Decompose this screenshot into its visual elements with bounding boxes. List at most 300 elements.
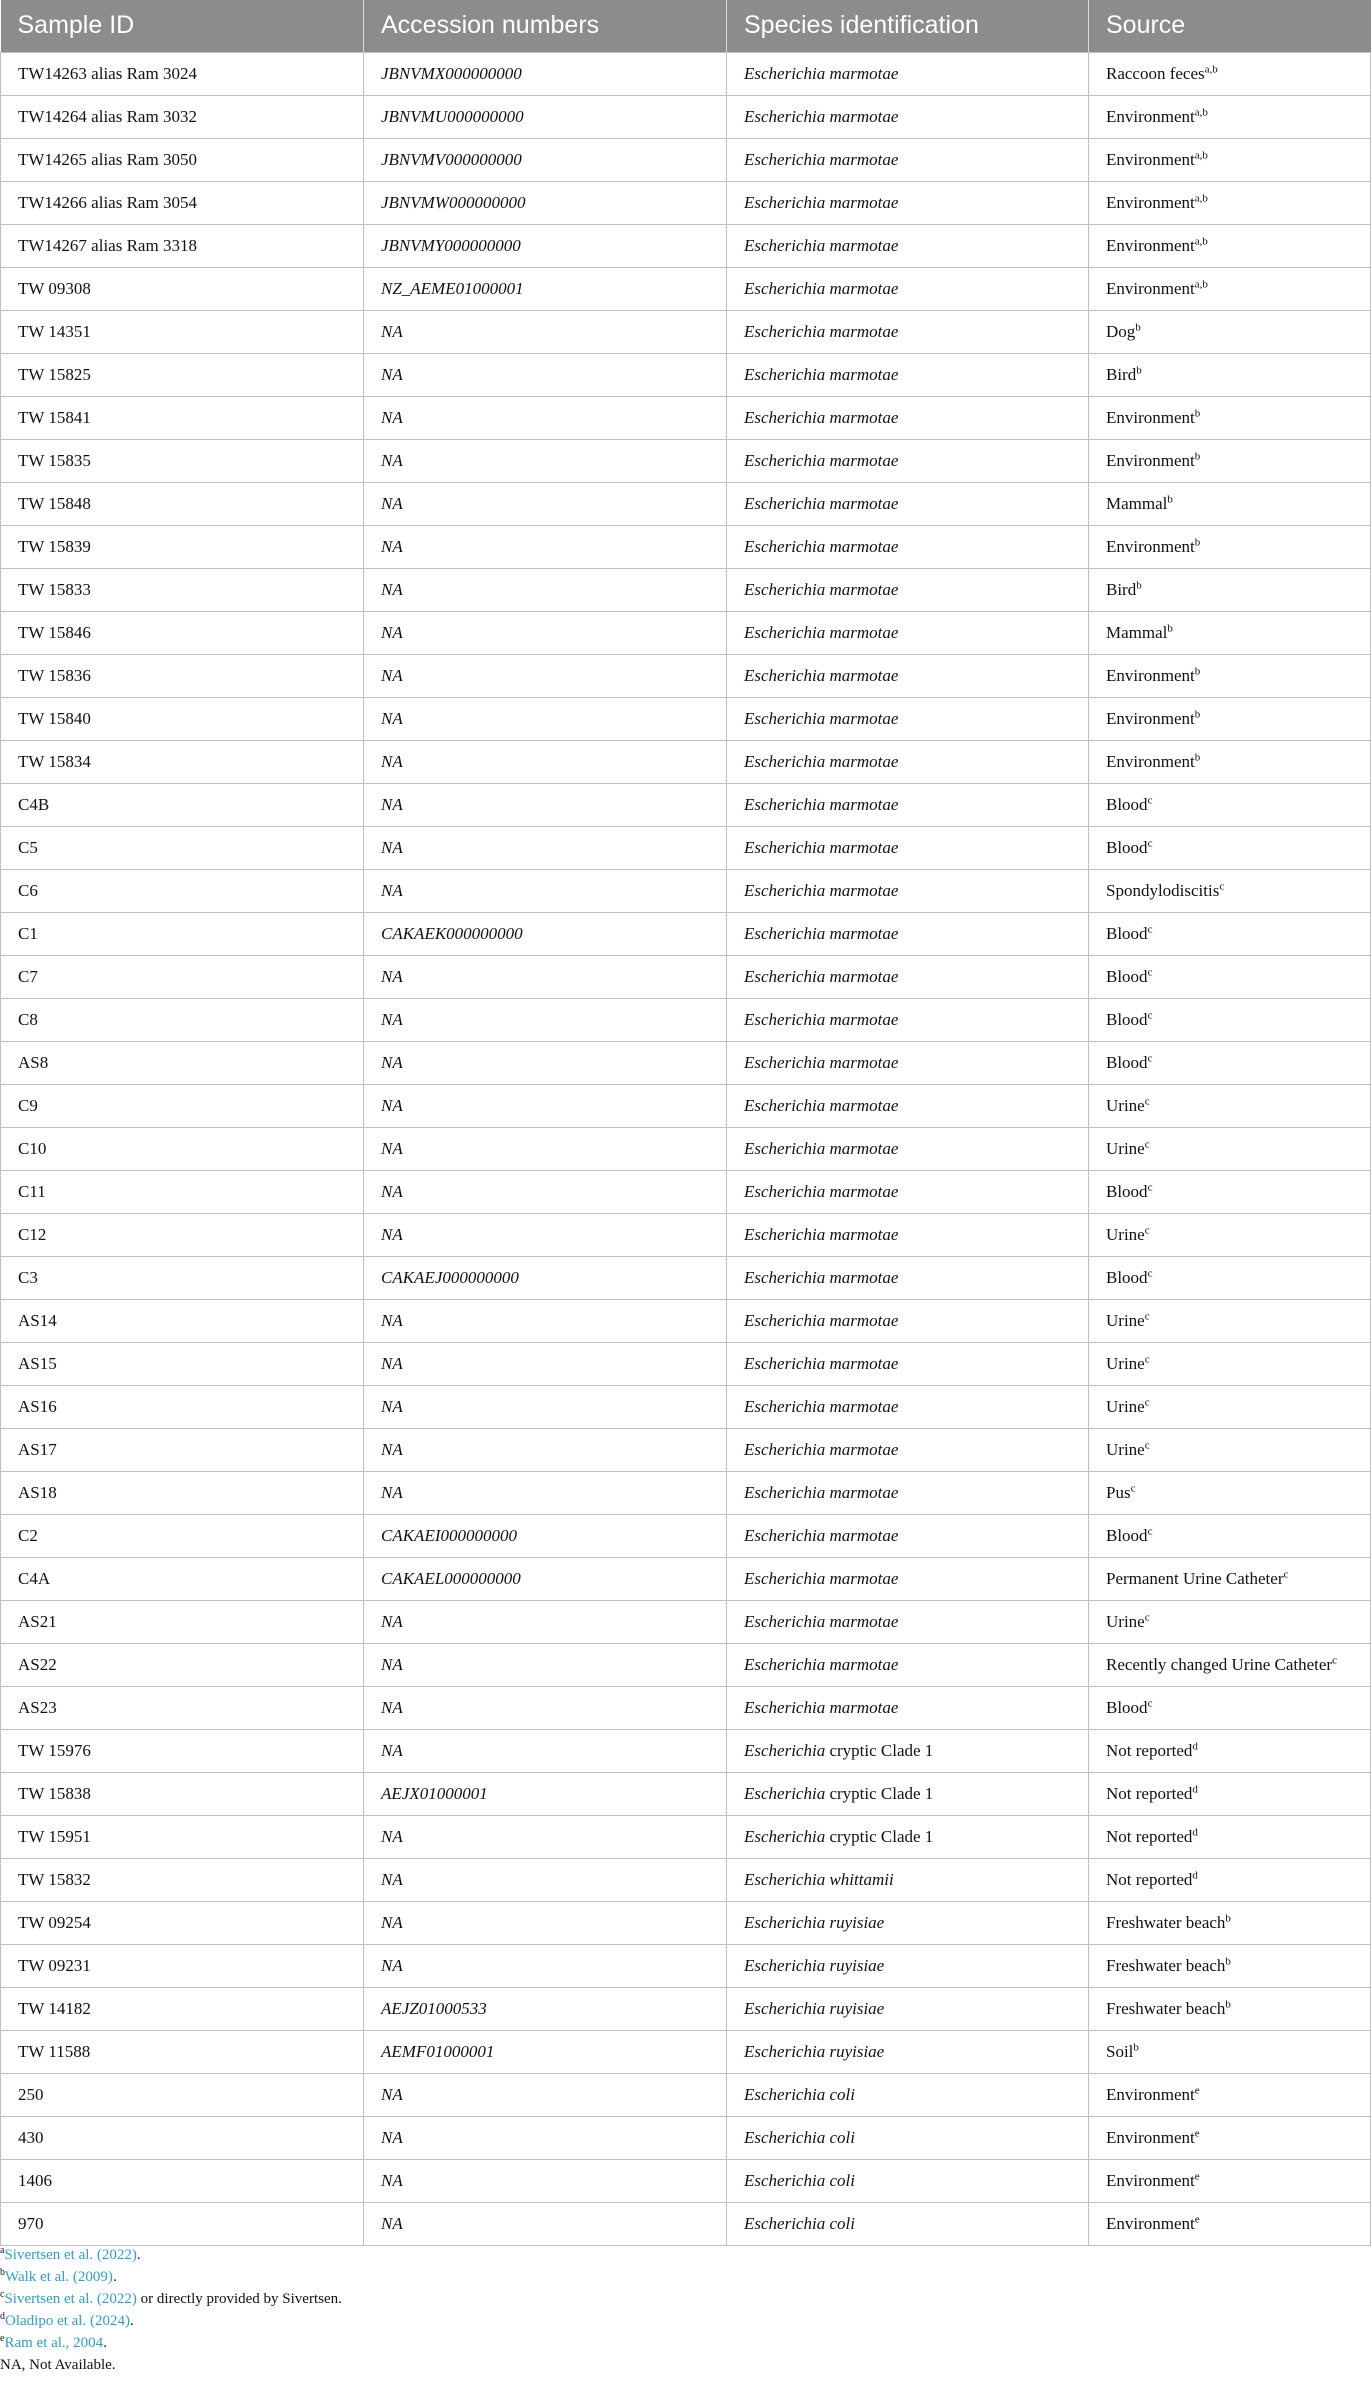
footnote-mark: e [0, 2333, 5, 2344]
footnote-marker: c [1147, 836, 1153, 849]
cell-accession-number: NA [364, 1858, 727, 1901]
cell-sample-id: TW 14351 [1, 310, 364, 353]
cell-species [727, 1944, 1089, 1987]
source-text: Environment [1106, 278, 1195, 298]
species-name: Escherichia marmotae [744, 1611, 899, 1631]
species-name: Escherichia marmotae [744, 493, 899, 513]
table-row [1, 1987, 1371, 2030]
cell-species [727, 1256, 1089, 1299]
cell-accession-number: NA [364, 310, 727, 353]
footnote-marker: c [1147, 922, 1153, 935]
cell-sample-id: AS18 [1, 1471, 364, 1514]
footnote-marker: a,b [1204, 62, 1218, 75]
table-row [1, 267, 1371, 310]
cell-sample-id: TW 11588 [1, 2030, 364, 2073]
source-text: Urine [1106, 1138, 1145, 1158]
species-name: Escherichia ruyisiae [744, 1955, 885, 1975]
cell-species [727, 568, 1089, 611]
species-name: Escherichia marmotae [744, 579, 899, 599]
cell-species [727, 912, 1089, 955]
species-name: Escherichia marmotae [744, 708, 899, 728]
table-row [1, 353, 1371, 396]
table-row [1, 912, 1371, 955]
footnote-marker: c [1144, 1438, 1150, 1451]
species-name: Escherichia marmotae [744, 966, 899, 986]
source-text: Environment [1106, 2127, 1195, 2147]
cell-sample-id: TW 15841 [1, 396, 364, 439]
table-row [1, 1342, 1371, 1385]
footnote-marker: c [1130, 1481, 1136, 1494]
cell-accession-number: NA [364, 697, 727, 740]
footnote-marker: e [1194, 2083, 1200, 2096]
cell-source [1089, 2030, 1371, 2073]
footnote [0, 2244, 342, 2266]
footnote-marker: b [1225, 1954, 1231, 1967]
cell-species [727, 654, 1089, 697]
cell-source [1089, 52, 1371, 95]
species-name: Escherichia coli [744, 2084, 855, 2104]
table-row [1, 869, 1371, 912]
cell-source [1089, 1944, 1371, 1987]
footnote-marker: a,b [1194, 191, 1208, 204]
cell-sample-id: C12 [1, 1213, 364, 1256]
cell-sample-id: TW 15976 [1, 1729, 364, 1772]
species-name: Escherichia ruyisiae [744, 1912, 885, 1932]
table-row [1, 1213, 1371, 1256]
source-text: Bird [1106, 579, 1137, 599]
cell-sample-id: TW14266 alias Ram 3054 [1, 181, 364, 224]
cell-sample-id: TW 15833 [1, 568, 364, 611]
cell-accession-number: NA [364, 1385, 727, 1428]
cell-accession-number: NA [364, 783, 727, 826]
cell-accession-number: NA [364, 1170, 727, 1213]
table-row [1, 1729, 1371, 1772]
table-row [1, 1471, 1371, 1514]
cell-sample-id: AS16 [1, 1385, 364, 1428]
species-name: Escherichia marmotae [744, 407, 899, 427]
footnote-marker: b [1194, 707, 1201, 720]
cell-accession-number: NA [364, 525, 727, 568]
cell-sample-id: TW 15846 [1, 611, 364, 654]
table-row [1, 396, 1371, 439]
cell-sample-id: C1 [1, 912, 364, 955]
table-row [1, 998, 1371, 1041]
cell-source [1089, 2073, 1371, 2116]
cell-accession-number: JBNVMW000000000 [364, 181, 727, 224]
footnote-marker: c [1147, 1051, 1153, 1064]
species-name: Escherichia whittamii [744, 1869, 894, 1889]
footnote-text: . [129, 2313, 134, 2329]
source-text: Blood [1106, 966, 1148, 986]
source-text: Environment [1106, 2170, 1195, 2190]
footnote-marker: c [1147, 793, 1153, 806]
source-text: Urine [1106, 1353, 1145, 1373]
cell-sample-id: AS23 [1, 1686, 364, 1729]
source-text: Raccoon feces [1106, 63, 1205, 83]
cell-accession-number: NA [364, 1213, 727, 1256]
cell-species [727, 697, 1089, 740]
cell-sample-id: TW 15951 [1, 1815, 364, 1858]
cell-sample-id: C7 [1, 955, 364, 998]
species-name: Escherichia marmotae [744, 1095, 899, 1115]
source-text: Urine [1106, 1611, 1145, 1631]
source-text: Environment [1106, 450, 1195, 470]
species-qualifier: cryptic Clade 1 [825, 1826, 934, 1846]
cell-sample-id: AS8 [1, 1041, 364, 1084]
footnote [0, 2288, 342, 2310]
source-text: Not reported [1106, 1740, 1193, 1760]
source-text: Not reported [1106, 1869, 1193, 1889]
header-accession-numbers: Accession numbers [364, 0, 727, 52]
cell-sample-id: TW 09231 [1, 1944, 364, 1987]
table-row [1, 1944, 1371, 1987]
cell-accession-number: NA [364, 955, 727, 998]
species-name: Escherichia marmotae [744, 1482, 899, 1502]
species-name: Escherichia marmotae [744, 1568, 899, 1588]
table-row [1, 2159, 1371, 2202]
source-text: Freshwater beach [1106, 1912, 1226, 1932]
species-name: Escherichia marmotae [744, 450, 899, 470]
footnote-reference-link[interactable]: Walk et al. (2009) [5, 2269, 113, 2285]
cell-accession-number: NA [364, 2159, 727, 2202]
cell-accession-number: NA [364, 654, 727, 697]
cell-sample-id: AS22 [1, 1643, 364, 1686]
footnote-marker: b [1194, 449, 1201, 462]
species-name: Escherichia coli [744, 2127, 855, 2147]
cell-source [1089, 783, 1371, 826]
species-name: Escherichia marmotae [744, 63, 899, 83]
cell-source [1089, 1686, 1371, 1729]
table-row [1, 482, 1371, 525]
cell-species [727, 1557, 1089, 1600]
cell-sample-id: AS14 [1, 1299, 364, 1342]
cell-sample-id: C6 [1, 869, 364, 912]
footnote-marker: b [1194, 406, 1201, 419]
cell-accession-number: NA [364, 1428, 727, 1471]
footnote-marker: b [1167, 492, 1173, 505]
source-text: Urine [1106, 1439, 1145, 1459]
cell-sample-id: TW 15835 [1, 439, 364, 482]
table-row [1, 611, 1371, 654]
table-row [1, 2116, 1371, 2159]
table-row [1, 1256, 1371, 1299]
source-text: Blood [1106, 923, 1148, 943]
cell-accession-number: NA [364, 826, 727, 869]
footnote-marker: b [1167, 621, 1173, 634]
footnote-marker: b [1136, 363, 1142, 376]
source-text: Blood [1106, 837, 1148, 857]
source-text: Environment [1106, 192, 1195, 212]
species-name: Escherichia marmotae [744, 665, 899, 685]
table-row [1, 740, 1371, 783]
table-body [1, 52, 1371, 2245]
footnote-marker: c [1147, 965, 1153, 978]
table-row [1, 525, 1371, 568]
table-row [1, 52, 1371, 95]
cell-source [1089, 826, 1371, 869]
cell-source [1089, 2116, 1371, 2159]
cell-source [1089, 1428, 1371, 1471]
cell-species [727, 826, 1089, 869]
table-row [1, 697, 1371, 740]
cell-species [727, 1127, 1089, 1170]
source-text: Environment [1106, 2084, 1195, 2104]
cell-species [727, 869, 1089, 912]
cell-sample-id: TW 15825 [1, 353, 364, 396]
cell-species [727, 1084, 1089, 1127]
cell-species [727, 1600, 1089, 1643]
cell-source [1089, 869, 1371, 912]
species-name: Escherichia marmotae [744, 1224, 899, 1244]
cell-species [727, 2030, 1089, 2073]
source-text: Environment [1106, 536, 1195, 556]
cell-accession-number: NA [364, 1041, 727, 1084]
cell-accession-number: NA [364, 2202, 727, 2245]
table-row [1, 1514, 1371, 1557]
cell-accession-number: CAKAEJ000000000 [364, 1256, 727, 1299]
cell-species [727, 1299, 1089, 1342]
cell-accession-number: NA [364, 998, 727, 1041]
footnote-reference-link[interactable]: Sivertsen et al. (2022) [4, 2247, 137, 2263]
cell-accession-number: NA [364, 396, 727, 439]
cell-source [1089, 1987, 1371, 2030]
footnote-marker: d [1192, 1739, 1198, 1752]
cell-source [1089, 1127, 1371, 1170]
cell-source [1089, 1815, 1371, 1858]
header-sample-id: Sample ID [1, 0, 364, 52]
cell-source [1089, 95, 1371, 138]
cell-accession-number: NA [364, 2073, 727, 2116]
species-name: Escherichia marmotae [744, 278, 899, 298]
footnote-marker: b [1225, 1997, 1231, 2010]
species-qualifier: cryptic Clade 1 [825, 1783, 934, 1803]
cell-accession-number: NA [364, 1643, 727, 1686]
cell-source [1089, 912, 1371, 955]
cell-sample-id: TW14265 alias Ram 3050 [1, 138, 364, 181]
cell-species [727, 1213, 1089, 1256]
cell-source [1089, 740, 1371, 783]
cell-source [1089, 1299, 1371, 1342]
footnote-marker: b [1225, 1911, 1231, 1924]
source-text: Permanent Urine Catheter [1106, 1568, 1284, 1588]
table-row [1, 2202, 1371, 2245]
footnote-marker: b [1133, 2040, 1139, 2053]
cell-source [1089, 1342, 1371, 1385]
source-text: Recently changed Urine Catheter [1106, 1654, 1333, 1674]
cell-species [727, 1428, 1089, 1471]
cell-species [727, 1987, 1089, 2030]
footnote-marker: c [1144, 1610, 1150, 1623]
cell-sample-id: TW 15838 [1, 1772, 364, 1815]
cell-source [1089, 998, 1371, 1041]
cell-source [1089, 267, 1371, 310]
cell-sample-id: TW 15832 [1, 1858, 364, 1901]
footnote [0, 2310, 342, 2332]
footnote-text: . [103, 2335, 107, 2351]
footnote-marker: c [1147, 1008, 1153, 1021]
species-name: Escherichia marmotae [744, 1310, 899, 1330]
footnote-marker: c [1147, 1266, 1153, 1279]
cell-source [1089, 611, 1371, 654]
footnote-marker: c [1219, 879, 1225, 892]
cell-species [727, 2202, 1089, 2245]
cell-source [1089, 439, 1371, 482]
footnote-text: . [112, 2269, 117, 2285]
species-name: Escherichia marmotae [744, 1396, 899, 1416]
cell-accession-number: NA [364, 568, 727, 611]
cell-species [727, 1729, 1089, 1772]
cell-accession-number: NA [364, 1686, 727, 1729]
table-row [1, 95, 1371, 138]
footnote-marker: c [1144, 1395, 1150, 1408]
cell-sample-id: AS21 [1, 1600, 364, 1643]
source-text: Blood [1106, 794, 1148, 814]
cell-accession-number: CAKAEK000000000 [364, 912, 727, 955]
species-name: Escherichia marmotae [744, 794, 899, 814]
table-row [1, 1557, 1371, 1600]
footnote-marker: c [1144, 1309, 1150, 1322]
cell-species [727, 740, 1089, 783]
footnote-marker: c [1144, 1094, 1150, 1107]
cell-species [727, 1772, 1089, 1815]
species-name: Escherichia marmotae [744, 106, 899, 126]
cell-species [727, 525, 1089, 568]
species-name: Escherichia marmotae [744, 622, 899, 642]
footnote-marker: c [1144, 1223, 1150, 1236]
cell-source [1089, 1901, 1371, 1944]
cell-source [1089, 1729, 1371, 1772]
footnote-marker: c [1147, 1696, 1153, 1709]
cell-sample-id: 970 [1, 2202, 364, 2245]
cell-accession-number: NA [364, 869, 727, 912]
cell-species [727, 2159, 1089, 2202]
footnote-marker: a,b [1194, 234, 1208, 247]
source-text: Environment [1106, 106, 1195, 126]
species-name: Escherichia marmotae [744, 235, 899, 255]
cell-sample-id: C5 [1, 826, 364, 869]
table-row [1, 2073, 1371, 2116]
footnote-mark: b [0, 2267, 5, 2278]
cell-sample-id: C11 [1, 1170, 364, 1213]
source-text: Spondylodiscitis [1106, 880, 1220, 900]
cell-species [727, 611, 1089, 654]
cell-accession-number: NA [364, 1299, 727, 1342]
footnote-mark: a [0, 2245, 5, 2256]
table-row [1, 1385, 1371, 1428]
source-text: Freshwater beach [1106, 1998, 1226, 2018]
cell-species [727, 955, 1089, 998]
cell-source [1089, 2159, 1371, 2202]
source-text: Environment [1106, 235, 1195, 255]
source-text: Urine [1106, 1310, 1145, 1330]
species-name: Escherichia marmotae [744, 880, 899, 900]
table-row [1, 1170, 1371, 1213]
species-name: Escherichia marmotae [744, 1009, 899, 1029]
cell-sample-id: C4B [1, 783, 364, 826]
table-row [1, 1600, 1371, 1643]
cell-sample-id: C4A [1, 1557, 364, 1600]
table-footnotes [0, 2244, 342, 2376]
cell-sample-id: C8 [1, 998, 364, 1041]
species-name: Escherichia [744, 1740, 826, 1760]
cell-source [1089, 310, 1371, 353]
abbreviation-note: NA, Not Available. [0, 2357, 116, 2373]
cell-sample-id: C10 [1, 1127, 364, 1170]
cell-accession-number: NA [364, 1815, 727, 1858]
cell-source [1089, 396, 1371, 439]
species-name: Escherichia ruyisiae [744, 2041, 885, 2061]
footnote-marker: c [1147, 1524, 1153, 1537]
species-name: Escherichia coli [744, 2213, 855, 2233]
cell-accession-number: CAKAEL000000000 [364, 1557, 727, 1600]
cell-sample-id: TW 09308 [1, 267, 364, 310]
source-text: Environment [1106, 665, 1195, 685]
species-name: Escherichia marmotae [744, 149, 899, 169]
cell-species [727, 1858, 1089, 1901]
footnote-marker: c [1332, 1653, 1337, 1666]
species-name: Escherichia marmotae [744, 1052, 899, 1072]
cell-accession-number: AEJX01000001 [364, 1772, 727, 1815]
species-name: Escherichia marmotae [744, 837, 899, 857]
cell-species [727, 1901, 1089, 1944]
footnote-marker: d [1192, 1868, 1198, 1881]
source-text: Mammal [1106, 493, 1168, 513]
cell-source [1089, 2202, 1371, 2245]
footnote-marker: c [1144, 1352, 1150, 1365]
cell-sample-id: C2 [1, 1514, 364, 1557]
cell-accession-number: NA [364, 611, 727, 654]
source-text: Soil [1106, 2041, 1134, 2061]
source-text: Pus [1106, 1482, 1131, 1502]
cell-accession-number: NA [364, 482, 727, 525]
cell-source [1089, 1084, 1371, 1127]
cell-source [1089, 1557, 1371, 1600]
source-text: Dog [1106, 321, 1136, 341]
source-text: Urine [1106, 1095, 1145, 1115]
table-row [1, 1084, 1371, 1127]
table-row [1, 955, 1371, 998]
source-text: Environment [1106, 2213, 1195, 2233]
table-row [1, 1858, 1371, 1901]
cell-species [727, 396, 1089, 439]
footnote-marker: a,b [1194, 148, 1208, 161]
footnote-reference-link[interactable]: Oladipo et al. (2024) [5, 2313, 130, 2329]
cell-species [727, 1342, 1089, 1385]
cell-source [1089, 1858, 1371, 1901]
cell-accession-number: NA [364, 1600, 727, 1643]
cell-source [1089, 138, 1371, 181]
table-row [1, 1815, 1371, 1858]
species-name: Escherichia coli [744, 2170, 855, 2190]
species-name: Escherichia marmotae [744, 364, 899, 384]
cell-accession-number: NA [364, 1084, 727, 1127]
cell-species [727, 1514, 1089, 1557]
table-row [1, 1041, 1371, 1084]
species-name: Escherichia ruyisiae [744, 1998, 885, 2018]
cell-sample-id: TW14263 alias Ram 3024 [1, 52, 364, 95]
cell-source [1089, 353, 1371, 396]
cell-sample-id: TW14267 alias Ram 3318 [1, 224, 364, 267]
cell-sample-id: 1406 [1, 2159, 364, 2202]
cell-source [1089, 955, 1371, 998]
species-name: Escherichia marmotae [744, 1181, 899, 1201]
species-name: Escherichia marmotae [744, 1525, 899, 1545]
source-text: Environment [1106, 407, 1195, 427]
footnote-reference-link[interactable]: Ram et al., 2004 [4, 2335, 104, 2351]
cell-accession-number: NA [364, 1944, 727, 1987]
footnote-reference-link[interactable]: Sivertsen et al. (2022) [4, 2291, 137, 2307]
footnote-marker: b [1135, 320, 1141, 333]
